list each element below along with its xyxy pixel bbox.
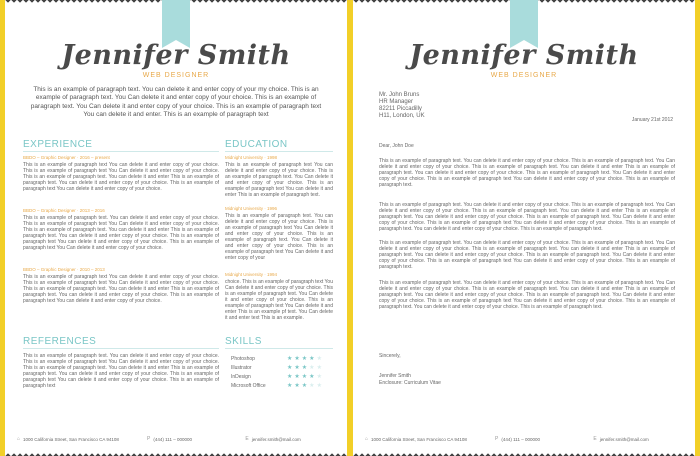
recipient-line: H11, London, UK [379,113,425,119]
references-divider [23,348,219,349]
skill-rating [287,374,322,380]
recipient-line: Mr. John Bruns [379,92,420,98]
letter-paragraph-1: This is an example of paragraph text. You can delete it and enter copy of your choice. This is an example of paragraph text. You Can delete it and enter copy of your choice. This is an example of paragraph text. You can delete it and enter This is an example of paragraph text. You can delete it and enter copy of your choice. This is an example of paragraph text. You Can delete it and enter copy of your choice. This is an example of paragraph text You can delete it and enter copy of your choice. This is an example of paragraph text. [379,158,675,188]
skill-rating [287,356,322,362]
star-icon: ★ [294,382,300,389]
recipient-address [379,92,425,120]
star-icon: ★ [301,355,308,362]
skill-name: Microsoft Office [231,382,266,389]
star-icon: ★ [294,355,300,362]
experience-job-2-title: BBDO – Graphic Designer · 2013 – 2016 [23,208,105,213]
star-icon: ★ [309,382,315,389]
resume-intro: This is an example of paragraph text. You can delete it and enter copy of your my choice. This is an example of paragraph text. You Can delete it and enter copy of your choice. This is an example of paragraph text. You Can delete it and enter copy of your choice. This is an example of paragraph text You can delete it and enter. This is an example of paragraph text [30,86,322,119]
recipient-line: 82211 Piccadilly [379,106,422,112]
star-icon: ★ [316,382,322,389]
location-icon: ⌂ [17,436,21,442]
skill-row [231,363,341,372]
letter-signer-note: Enclosure: Curriculum Vitae [379,380,441,386]
phone-icon: P [495,436,499,442]
star-icon: ★ [287,382,293,389]
education-item-1-title: Midnight University · 1998 [225,155,278,160]
email-icon: E [593,436,597,442]
skill-row [231,372,341,381]
star-icon: ★ [294,373,300,380]
skill-name: Photoshop [231,355,255,362]
letter-paragraph-2: This is an example of paragraph text. You can delete it and enter copy of your choice. This is an example of paragraph text. You Can delete it and enter copy of your choice. This is an example of paragraph text. You can delete it and enter This is an example of paragraph text. You can delete it and enter copy of your choice. This is an example of paragraph text. You Can delete it and enter copy of your choice. This is an example of paragraph text You can delete it and enter copy of your choice. This is an example of paragraph text. You can delete it and enter copy of your choice. This is an example of paragraph text. [379,202,675,232]
references-text: This is an example of paragraph text. You can delete it and enter copy of your choice. This is an example of paragraph text You Can delete it and enter copy of your choice. This is an example of paragraph text. You can delete it and enter This is an example of paragraph text. You can delete it and enter copy of your choice. This is an example of paragraph text You can delete it and enter copy of your choice. This is an example of paragraph text [23,353,219,389]
footer-email: jennifer.smith@mail.com [251,436,301,442]
letter-paragraph-3: This is an example of paragraph text. You can delete it and enter copy of your choice. This is an example of paragraph text. You Can delete it and enter copy of your choice. This is an example of paragraph text. You can delete it and enter This is an example of paragraph text. You can delete it and enter copy of your choice. This is an example of paragraph text. You Can delete it and enter copy of your choice. This is an example of paragraph text You can delete it and enter copy of your choice. This is an example of paragraph text. [379,240,675,270]
skills-list [231,354,341,390]
star-icon: ★ [316,355,322,362]
education-item-2-title: Midnight University · 1996 [225,206,278,211]
bottom-zigzag-border [5,450,347,456]
star-icon: ★ [316,364,322,371]
experience-job-2-text: This is an example of paragraph text. You can delete it and enter copy of your choice. This is an example of paragraph text You Can delete it and enter copy of your choice. This is an example of paragraph text. You can delete it and enter This is an example of paragraph text. You can delete it and enter copy of your choice. This is an example of paragraph text You can delete it and enter copy of your choice. This is an example of paragraph text You Can delete it and enter copy of your choice. [23,215,219,251]
resume-role: WEB DESIGNER [142,72,210,79]
education-divider [225,151,333,152]
skill-row [231,354,341,363]
star-icon: ★ [309,373,315,380]
letter-name: Jennifer Smith [409,40,639,71]
email-icon: E [245,436,249,442]
letter-closing: Sincerely, [379,353,401,359]
skills-divider [225,348,333,349]
skill-row [231,381,341,390]
letter-role: WEB DESIGNER [490,72,558,79]
letter-footer [353,436,695,442]
star-icon: ★ [287,355,293,362]
experience-job-3-text: This is an example of paragraph text You can delete it and enter copy of your choice. This is an example of paragraph text You Can delete it and enter copy of your choice. This is an example of paragraph text. You can delete it and enter This is an example of paragraph text. You can delete it and enter copy of your choice. This is an example of paragraph text You can delete it and enter copy of your choice. [23,274,219,304]
bottom-zigzag-border [353,450,695,456]
star-icon: ★ [287,364,293,371]
location-icon: ⌂ [365,436,369,442]
letter-signer: Jennifer Smith [379,373,411,379]
footer-address: 1000 California Street, San Francisco CA 94108 [371,436,467,442]
skill-name: InDesign [231,373,251,380]
star-icon: ★ [309,364,315,371]
recipient-line: HR Manager [379,99,414,105]
cover-letter-page [353,0,695,456]
footer-address: 1000 California Street, San Francisco CA 94108 [23,436,119,442]
star-icon: ★ [294,364,300,371]
experience-heading: EXPERIENCE [23,139,93,150]
skill-rating [287,365,322,371]
letter-salutation: Dear, John Doe [379,143,414,149]
footer-phone: (444) 111 – 000000 [501,436,540,442]
phone-icon: P [147,436,151,442]
skill-name: Illustrator [231,364,252,371]
ribbon-bookmark-icon [510,0,538,40]
experience-job-1-title: BBDO – Graphic Designer · 2016 – present [23,155,110,160]
skills-heading: SKILLS [225,336,262,347]
star-icon: ★ [301,364,308,371]
resume-footer [5,436,347,442]
footer-phone: (444) 111 – 000000 [153,436,192,442]
experience-divider [23,151,219,152]
education-item-3-text: choice. This is an example of paragraph text You Can delete it and enter copy of your choice. This is an example of paragraph text. You Can delete it and enter copy of your choice. This is an example of paragraph text You Can delete it and enter This is an example pf text. You Can delete it and enter text This is an example. [225,279,333,321]
experience-job-3-title: BBDO – Graphic Designer · 2010 – 2013 [23,267,105,272]
star-icon: ★ [309,355,315,362]
star-icon: ★ [287,373,293,380]
footer-email: jennifer.smith@mail.com [599,436,649,442]
skill-rating [287,383,322,389]
references-heading: REFERENCES [23,336,97,347]
experience-job-1-text: This is an example of paragraph text You can delete it and enter copy of your choice. This is an example of paragraph text You Can delete it and enter copy of your choice. This is an example of paragraph text. You can delete it and enter This is an example of paragraph text. You can delete it and enter copy of your choice. This is an example of paragraph text You can delete it and enter copy of your choice. [23,162,219,192]
education-item-2-text: This is an example of paragraph text. You can delete it and enter copy of your choice. This is an example of paragraph text You Can delete it and enter copy of your choice. This is an example of paragraph text. You Can delete it and enter copy of your choice. This is an example of paragraph text You Can delete it and enter copy of your [225,213,333,261]
star-icon: ★ [301,373,308,380]
resume-name: Jennifer Smith [61,40,291,71]
letter-date: January 21st 2012 [631,117,673,123]
resume-page [5,0,347,456]
letter-paragraph-4: This is an example of paragraph text. You can delete it and enter copy of your choice. This is an example of paragraph text. You Can delete it and enter copy of your choice. This is an example of paragraph text. You can delete it and enter This is an example of paragraph text. You can delete it and enter copy of your choice. This is an example of paragraph text. You Can delete it and enter copy of your choice. This is an example of paragraph text You can delete it and enter copy of your choice. This is an example of paragraph text. You can delete it and enter copy of your choice. This is an example of paragraph text. [379,280,675,310]
education-item-3-title: Midnight University · 1994 [225,272,278,277]
star-icon: ★ [301,382,308,389]
star-icon: ★ [316,373,322,380]
education-item-1-text: This is an example of paragraph text You can delete it and enter copy of your choice. This is an example of paragraph text. You Can delete it and enter copy of your choice. This is an example of paragraph text You can delete it and enter This is an example of paragraph text. [225,162,333,198]
ribbon-bookmark-icon [162,0,190,40]
education-heading: EDUCATION [225,139,288,150]
